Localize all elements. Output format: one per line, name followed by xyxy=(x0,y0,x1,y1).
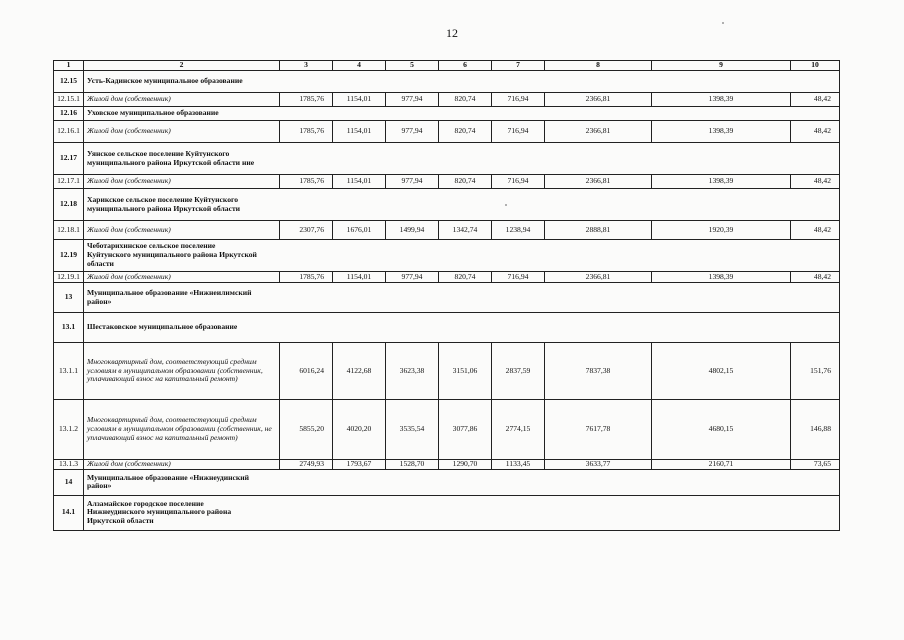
value-cell-col-6: 3077,86 xyxy=(439,400,492,460)
row-number: 13.1.1 xyxy=(54,343,84,400)
column-number-4: 4 xyxy=(333,61,386,71)
value-cell-col-3: 1785,76 xyxy=(280,93,333,107)
section-title xyxy=(84,495,840,530)
column-number-7: 7 xyxy=(492,61,545,71)
value-cell-col-10: 48,42 xyxy=(791,121,840,143)
column-number-9: 9 xyxy=(652,61,791,71)
column-number-1: 1 xyxy=(54,61,84,71)
value-cell-col-3: 2307,76 xyxy=(280,221,333,240)
row-number: 12.16.1 xyxy=(54,121,84,143)
value-cell-col-9: 1398,39 xyxy=(652,272,791,283)
value-cell-col-6: 1342,74 xyxy=(439,221,492,240)
value-cell-col-4: 1154,01 xyxy=(333,121,386,143)
column-number-6: 6 xyxy=(439,61,492,71)
section-title xyxy=(84,240,840,272)
value-cell-col-8: 2366,81 xyxy=(545,175,652,189)
value-cell-col-7: 2774,15 xyxy=(492,400,545,460)
housing-type: Жилой дом (собственник) xyxy=(84,175,280,189)
section-title xyxy=(84,313,840,343)
housing-type: Многоквартирный дом, соответствующий средним условиям в муниципальном образовании (собственник, уплачивающий взнос на капитальный ремонт) xyxy=(84,343,280,400)
value-cell-col-4: 1154,01 xyxy=(333,175,386,189)
table-row xyxy=(54,175,840,189)
section-row xyxy=(54,313,840,343)
value-cell-col-5: 3535,54 xyxy=(386,400,439,460)
table-row xyxy=(54,121,840,143)
section-number: 14 xyxy=(54,469,84,495)
value-cell-col-4: 1154,01 xyxy=(333,93,386,107)
section-title xyxy=(84,283,840,313)
value-cell-col-3: 2749,93 xyxy=(280,460,333,470)
value-cell-col-8: 2366,81 xyxy=(545,121,652,143)
table-row xyxy=(54,343,840,400)
section-row xyxy=(54,71,840,93)
housing-type: Жилой дом (собственник) xyxy=(84,121,280,143)
value-cell-col-6: 820,74 xyxy=(439,175,492,189)
value-cell-col-6: 3151,06 xyxy=(439,343,492,400)
section-title-text: Усть-Кадинское муниципальное образование xyxy=(87,76,243,86)
housing-type: Жилой дом (собственник) xyxy=(84,221,280,240)
row-number: 12.17.1 xyxy=(54,175,84,189)
value-cell-col-5: 1499,94 xyxy=(386,221,439,240)
section-title-text: Уянское сельское поселение Куйтунского муниципального района Иркутской области ние xyxy=(87,148,255,167)
section-title-text: Муниципальное образование «Нижнеудинский район» xyxy=(87,472,250,491)
section-row xyxy=(54,283,840,313)
value-cell-col-7: 1238,94 xyxy=(492,221,545,240)
value-cell-col-9: 1920,39 xyxy=(652,221,791,240)
section-number: 13.1 xyxy=(54,313,84,343)
section-title xyxy=(84,469,840,495)
housing-type: Жилой дом (собственник) xyxy=(84,93,280,107)
row-number: 13.1.3 xyxy=(54,460,84,470)
value-cell-col-4: 1154,01 xyxy=(333,272,386,283)
value-cell-col-8: 3633,77 xyxy=(545,460,652,470)
section-row xyxy=(54,107,840,121)
page-number: 12 xyxy=(446,26,458,40)
value-cell-col-6: 820,74 xyxy=(439,272,492,283)
value-cell-col-10: 48,42 xyxy=(791,175,840,189)
section-title xyxy=(84,143,840,175)
section-number: 14.1 xyxy=(54,495,84,530)
value-cell-col-6: 820,74 xyxy=(439,93,492,107)
row-number: 12.18.1 xyxy=(54,221,84,240)
section-number: 12.15 xyxy=(54,71,84,93)
section-row xyxy=(54,495,840,530)
value-cell-col-5: 977,94 xyxy=(386,272,439,283)
value-cell-col-7: 716,94 xyxy=(492,272,545,283)
value-cell-col-3: 1785,76 xyxy=(280,121,333,143)
section-row xyxy=(54,469,840,495)
value-cell-col-10: 48,42 xyxy=(791,221,840,240)
column-number-5: 5 xyxy=(386,61,439,71)
column-number-header-row xyxy=(54,61,840,71)
row-number: 13.1.2 xyxy=(54,400,84,460)
value-cell-col-4: 4122,68 xyxy=(333,343,386,400)
value-cell-col-5: 3623,38 xyxy=(386,343,439,400)
value-cell-col-5: 1528,70 xyxy=(386,460,439,470)
section-title xyxy=(84,107,840,121)
table-row xyxy=(54,221,840,240)
section-number: 12.19 xyxy=(54,240,84,272)
table-row xyxy=(54,93,840,107)
section-title-text: Уховское муниципальное образование xyxy=(87,108,219,118)
section-title-text: Муниципальное образование «Нижнеилимский район» xyxy=(87,287,252,306)
value-cell-col-9: 1398,39 xyxy=(652,175,791,189)
value-cell-col-3: 1785,76 xyxy=(280,272,333,283)
value-cell-col-7: 716,94 xyxy=(492,121,545,143)
value-cell-col-5: 977,94 xyxy=(386,121,439,143)
section-row xyxy=(54,240,840,272)
column-number-3: 3 xyxy=(280,61,333,71)
value-cell-col-3: 6016,24 xyxy=(280,343,333,400)
value-cell-col-4: 4020,20 xyxy=(333,400,386,460)
value-cell-col-4: 1793,67 xyxy=(333,460,386,470)
section-title-text: Харикское сельское поселение Куйтунского муниципального района Иркутской области xyxy=(87,194,241,213)
row-number: 12.15.1 xyxy=(54,93,84,107)
value-cell-col-9: 2160,71 xyxy=(652,460,791,470)
table-row xyxy=(54,400,840,460)
tariff-table xyxy=(53,60,840,531)
housing-type: Многоквартирный дом, соответствующий средним условиям в муниципальном образовании (собственник, не уплачивающий взнос на капитальный ремонт) xyxy=(84,400,280,460)
value-cell-col-9: 1398,39 xyxy=(652,93,791,107)
value-cell-col-7: 2837,59 xyxy=(492,343,545,400)
section-number: 13 xyxy=(54,283,84,313)
section-number: 12.16 xyxy=(54,107,84,121)
value-cell-col-3: 1785,76 xyxy=(280,175,333,189)
table-row xyxy=(54,460,840,470)
section-row xyxy=(54,143,840,175)
value-cell-col-4: 1676,01 xyxy=(333,221,386,240)
scan-speck xyxy=(722,22,724,24)
value-cell-col-7: 716,94 xyxy=(492,93,545,107)
value-cell-col-9: 4680,15 xyxy=(652,400,791,460)
section-title-text: Чеботарихинское сельское поселение Куйтунского муниципального района Иркутской области xyxy=(87,241,257,268)
value-cell-col-7: 1133,45 xyxy=(492,460,545,470)
column-number-2: 2 xyxy=(84,61,280,71)
table-row xyxy=(54,272,840,283)
value-cell-col-10: 146,88 xyxy=(791,400,840,460)
row-number: 12.19.1 xyxy=(54,272,84,283)
value-cell-col-8: 2366,81 xyxy=(545,272,652,283)
section-number: 12.18 xyxy=(54,189,84,221)
value-cell-col-10: 48,42 xyxy=(791,272,840,283)
section-title-text: Шестаковское муниципальное образование xyxy=(87,322,238,332)
value-cell-col-10: 73,65 xyxy=(791,460,840,470)
section-title xyxy=(84,71,840,93)
section-row xyxy=(54,189,840,221)
housing-type: Жилой дом (собственник) xyxy=(84,272,280,283)
value-cell-col-3: 5855,20 xyxy=(280,400,333,460)
value-cell-col-9: 1398,39 xyxy=(652,121,791,143)
value-cell-col-10: 48,42 xyxy=(791,93,840,107)
section-title xyxy=(84,189,840,221)
housing-type: Жилой дом (собственник) xyxy=(84,460,280,470)
value-cell-col-8: 2366,81 xyxy=(545,93,652,107)
value-cell-col-8: 7617,78 xyxy=(545,400,652,460)
value-cell-col-7: 716,94 xyxy=(492,175,545,189)
value-cell-col-5: 977,94 xyxy=(386,175,439,189)
section-title-text: Алзамайское городское поселение Нижнеудинского муниципального района Иркутской области xyxy=(87,498,232,526)
value-cell-col-9: 4802,15 xyxy=(652,343,791,400)
value-cell-col-8: 2888,81 xyxy=(545,221,652,240)
value-cell-col-6: 1290,70 xyxy=(439,460,492,470)
value-cell-col-5: 977,94 xyxy=(386,93,439,107)
section-number: 12.17 xyxy=(54,143,84,175)
column-number-10: 10 xyxy=(791,61,840,71)
value-cell-col-6: 820,74 xyxy=(439,121,492,143)
value-cell-col-8: 7837,38 xyxy=(545,343,652,400)
column-number-8: 8 xyxy=(545,61,652,71)
value-cell-col-10: 151,76 xyxy=(791,343,840,400)
